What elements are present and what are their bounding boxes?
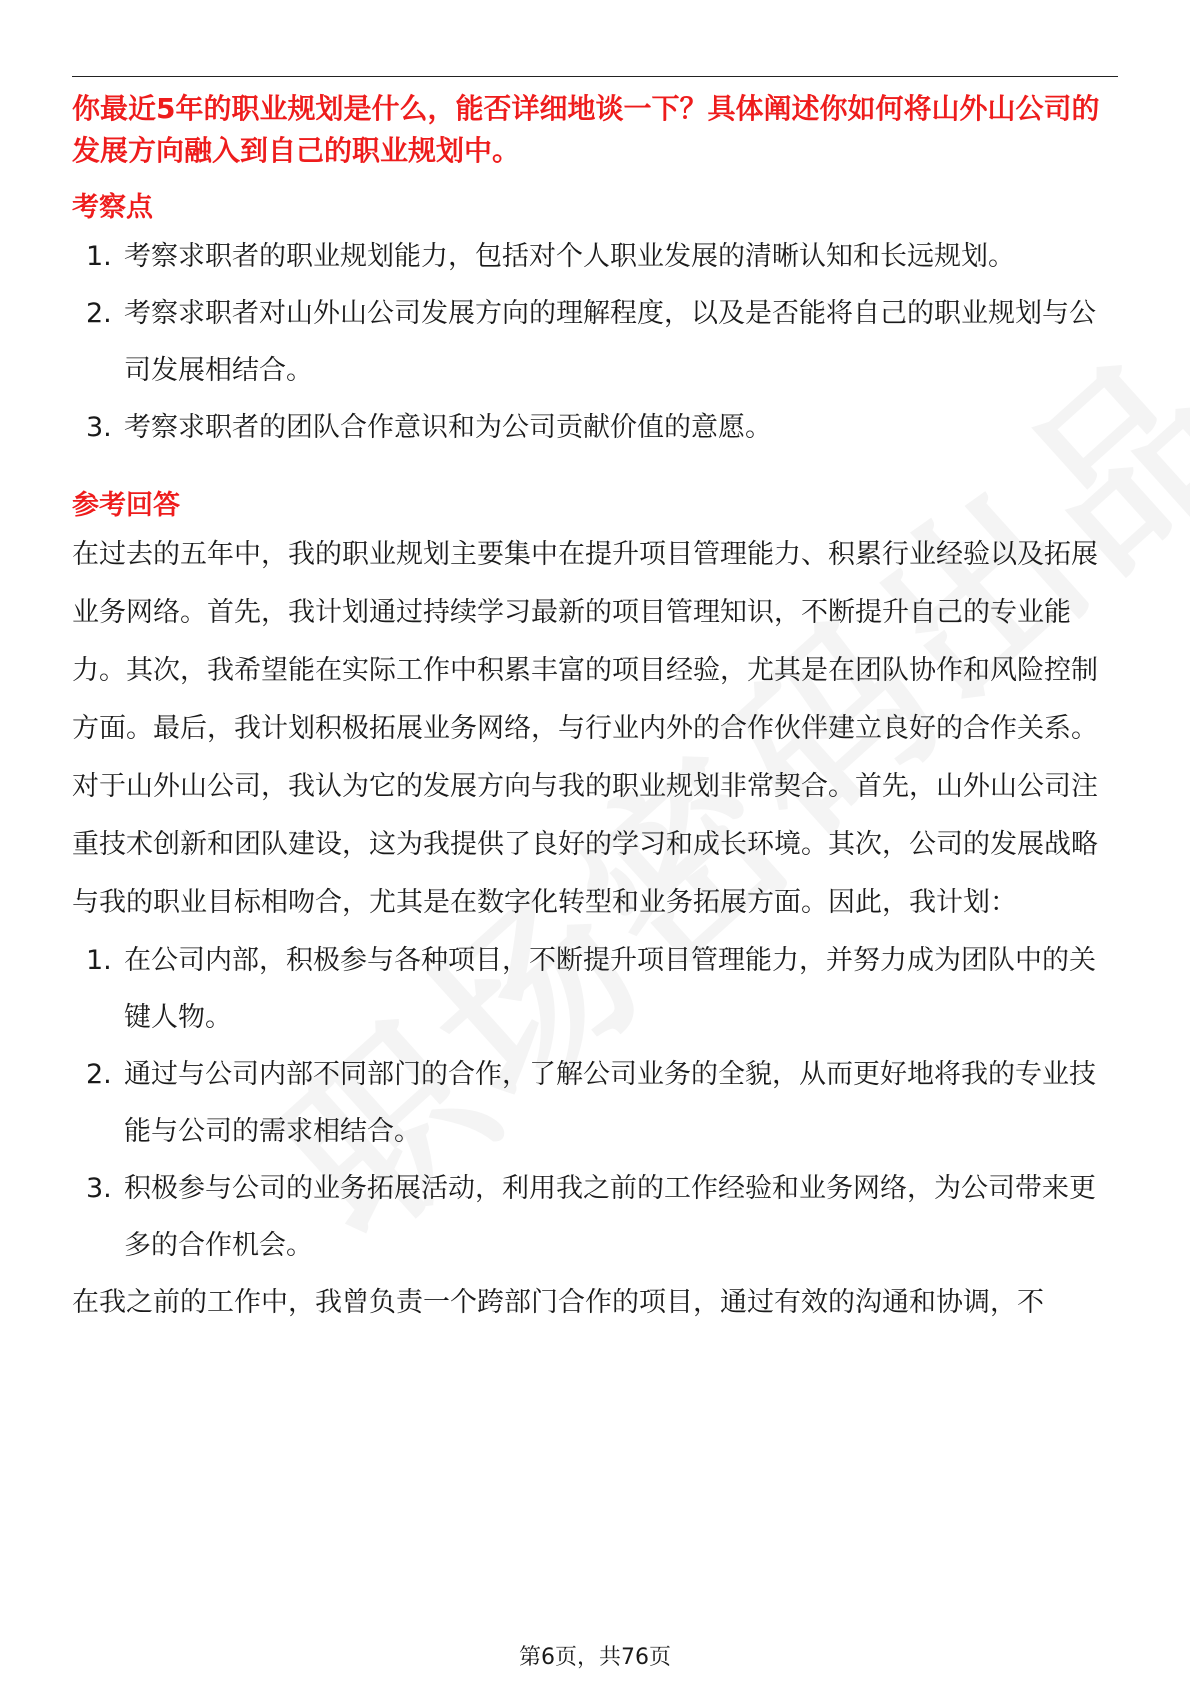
list-item [72,228,1118,285]
question-heading: 你最近5年的职业规划是什么，能否详细地谈一下？具体阐述你如何将山外山公司的发展方向融入到自己的职业规划中。 [72,92,1100,167]
page-content [72,88,1118,1332]
list-item-text: 考察求职者的团队合作意识和为公司贡献价值的意愿。 [124,412,772,443]
list-item-text: 在公司内部，积极参与各种项目，不断提升项目管理能力，并努力成为团队中的关键人物。 [124,945,1096,1033]
considerations-list [72,228,1118,456]
answer-heading: 参考回答 [72,490,180,521]
list-item-text: 积极参与公司的业务拓展活动，利用我之前的工作经验和业务网络，为公司带来更多的合作机会。 [124,1173,1096,1261]
list-item-number: 2. [86,1059,112,1090]
answer-paragraph-2: 对于山外山公司，我认为它的发展方向与我的职业规划非常契合。首先，山外山公司注重技术创新和团队建设，这为我提供了良好的学习和成长环境。其次，公司的发展战略与我的职业目标相吻合，尤其是在数字化转型和业务拓展方面。因此，我计划： [72,771,1098,918]
answer-paragraph-3: 在我之前的工作中，我曾负责一个跨部门合作的项目，通过有效的沟通和协调，不 [72,1287,1044,1318]
list-item-number: 2. [86,298,112,329]
list-item-text: 考察求职者的职业规划能力，包括对个人职业发展的清晰认知和长远规划。 [124,241,1015,272]
list-item [72,1160,1118,1274]
top-divider [72,76,1118,77]
list-item-number: 1. [86,241,112,272]
list-item [72,399,1118,456]
list-item [72,285,1118,399]
list-item [72,932,1118,1046]
considerations-heading: 考察点 [72,192,153,223]
page-number-footer: 第6页，共76页 [519,1645,671,1670]
list-item-number: 3. [86,412,112,443]
list-item-number: 3. [86,1173,112,1204]
answer-paragraph-1: 在过去的五年中，我的职业规划主要集中在提升项目管理能力、积累行业经验以及拓展业务网络。首先，我计划通过持续学习最新的项目管理知识，不断提升自己的专业能力。其次，我希望能在实际工作中积累丰富的项目经验，尤其是在团队协作和风险控制方面。最后，我计划积极拓展业务网络，与行业内外的合作伙伴建立良好的合作关系。 [72,539,1098,744]
list-item [72,1046,1118,1160]
plan-list [72,932,1118,1274]
list-item-number: 1. [86,945,112,976]
list-item-text: 通过与公司内部不同部门的合作，了解公司业务的全貌，从而更好地将我的专业技能与公司的需求相结合。 [124,1059,1096,1147]
list-item-text: 考察求职者对山外山公司发展方向的理解程度，以及是否能将自己的职业规划与公司发展相结合。 [124,298,1096,386]
